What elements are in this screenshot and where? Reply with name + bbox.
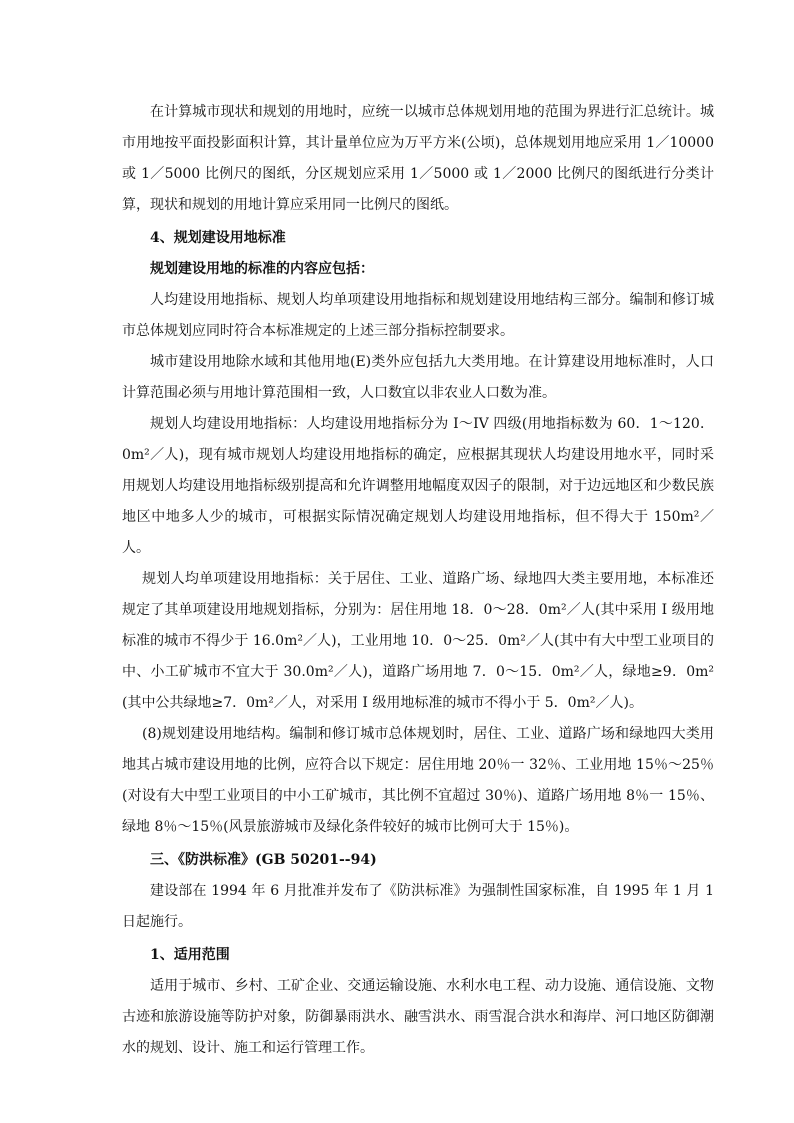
paragraph-per-capita-index: 规划人均建设用地指标：人均建设用地指标分为 I～IV 四级(用地指标数为 60．1～120．0m²／人)，现有城市规划人均建设用地指标的确定，应根据其现状人均建设用地水平，同时采用规划人均建设用地指标级别提高和允许调整用地幅度双因子的限制，对于边远地区和少数民族地区中地多人少的城市，可根据实际情况确定规划人均建设用地指标，但不得大于 150m²／人。 (122, 416, 714, 556)
section-heading-flood-standard: 三、《防洪标准》(GB 50201--94) (150, 852, 377, 868)
paragraph-flood-issuance: 建设部在 1994 年 6 月批准并发布了《防洪标准》为强制性国家标准，自 1995 年 1 月 1 日起施行。 (122, 883, 714, 930)
document-body (122, 97, 714, 1064)
paragraph-scope: 适用于城市、乡村、工矿企业、交通运输设施、水利水电工程、动力设施、通信设施、文物古迹和旅游设施等防护对象，防御暴雨洪水、融雪洪水、雨雪混合洪水和海岸、河口地区防御潮水的规划、设计、施工和运行管理工作。 (122, 978, 714, 1056)
section-heading-scope: 1、适用范围 (150, 947, 230, 963)
paragraph-single-item-index: 规划人均单项建设用地指标：关于居住、工业、道路广场、绿地四大类主要用地，本标准还规定了其单项建设用地规划指标，分别为：居住用地 18．0～28．0m²／人(其中采用 I 级用地标准的城市不得少于 16.0m²／人)，工业用地 10．0～25．0m²／人(其中有大中型工业项目的中、小工矿城市不宜大于 30.0m²／人)，道路广场用地 7．0～15．0m²／人，绿地≥9．0m²(其中公共绿地≥7．0m²／人，对采用 I 级用地标准的城市不得小于 5．0m²／人)。 (122, 571, 714, 711)
subheading-standard-contents: 规划建设用地的标准的内容应包括： (150, 261, 374, 277)
paragraph-nine-categories: 城市建设用地除水域和其他用地(E)类外应包括九大类用地。在计算建设用地标准时，人口计算范围必须与用地计算范围相一致，人口数宜以非农业人口数为准。 (122, 354, 714, 401)
section-heading-land-standard: 4、规划建设用地标准 (150, 230, 286, 246)
paragraph-land-calculation: 在计算城市现状和规划的用地时，应统一以城市总体规划用地的范围为界进行汇总统计。城市用地按平面投影面积计算，其计量单位应为万平方米(公顷)，总体规划用地应采用 1／10000 或 1／5000 比例尺的图纸，分区规划应采用 1／5000 或 1／2000 比例尺的图纸进行分类计算，现状和规划的用地计算应采用同一比例尺的图纸。 (122, 104, 714, 213)
paragraph-land-structure: (8)规划建设用地结构。编制和修订城市总体规划时，居住、工业、道路广场和绿地四大类用地其占城市建设用地的比例，应符合以下规定：居住用地 20％一 32％、工业用地 15％～25％(对设有大中型工业项目的中小工矿城市，其比例不宜超过 30％)、道路广场用地 8％一 15％、绿地 8％～15％(风景旅游城市及绿化条件较好的城市比例可大于 15％)。 (122, 726, 714, 835)
paragraph-three-parts: 人均建设用地指标、规划人均单项建设用地指标和规划建设用地结构三部分。编制和修订城市总体规划应同时符合本标准规定的上述三部分指标控制要求。 (122, 292, 714, 339)
